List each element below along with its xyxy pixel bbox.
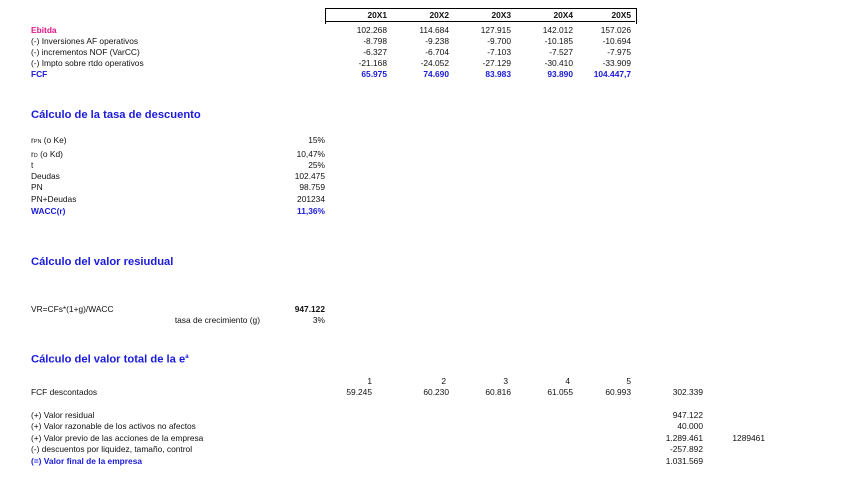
- row-label-ebitda[interactable]: Ebitda: [31, 25, 57, 35]
- cell[interactable]: -7.975: [607, 47, 631, 57]
- descontados-label[interactable]: FCF descontados: [31, 387, 98, 397]
- period-header[interactable]: 4: [565, 376, 570, 386]
- cell[interactable]: 59.245: [346, 387, 372, 397]
- cell[interactable]: -6.327: [363, 47, 387, 57]
- cell[interactable]: 60.816: [485, 387, 511, 397]
- cell[interactable]: -7.527: [549, 47, 573, 57]
- total-line-extra[interactable]: 1289461: [732, 433, 765, 443]
- total-line-label-final[interactable]: (=) Valor final de la empresa: [31, 456, 143, 466]
- tasa-label-pn[interactable]: PN: [31, 182, 43, 192]
- total-line-label[interactable]: (-) descuentos por liquidez, tamaño, control: [31, 444, 193, 454]
- tasa-label-rpn[interactable]: rPN (o Ke): [31, 135, 67, 145]
- row-label-impto[interactable]: (-) Impto sobre rtdo operativos: [31, 58, 144, 68]
- residual-formula-label[interactable]: VR=CFs*(1+g)/WACC: [31, 304, 114, 314]
- cell[interactable]: 127.915: [480, 25, 511, 35]
- tasa-value-wacc[interactable]: 11,36%: [297, 206, 325, 216]
- growth-value[interactable]: 3%: [312, 315, 325, 325]
- cell[interactable]: -8.798: [363, 36, 387, 46]
- total-line-label[interactable]: (+) Valor residual: [31, 410, 95, 420]
- tasa-label-wacc[interactable]: WACC(r): [31, 206, 66, 216]
- cell[interactable]: 93.890: [547, 69, 573, 79]
- cell[interactable]: 74.690: [423, 69, 449, 79]
- tasa-value[interactable]: 15%: [308, 135, 325, 145]
- tasa-value[interactable]: 98.759: [299, 182, 325, 192]
- cell[interactable]: -9.238: [425, 36, 449, 46]
- row-label-nof[interactable]: (-) incrementos NOF (VarCC): [31, 47, 140, 57]
- cell[interactable]: -33.909: [602, 58, 631, 68]
- total-line-value[interactable]: 1.289.461: [665, 433, 703, 443]
- total-line-label[interactable]: (+) Valor razonable de los activos no afectos: [31, 421, 196, 431]
- tasa-value[interactable]: 201234: [297, 194, 325, 204]
- cell[interactable]: -24.052: [420, 58, 449, 68]
- period-header[interactable]: 2: [441, 376, 446, 386]
- total-line-label[interactable]: (+) Valor previo de las acciones de la empresa: [31, 433, 204, 443]
- cell[interactable]: 61.055: [547, 387, 573, 397]
- cell[interactable]: 142.012: [542, 25, 573, 35]
- section-title-total[interactable]: Cálculo del valor total de la $e^a$: [31, 353, 189, 366]
- section-title-residual[interactable]: Cálculo del valor resiudual: [31, 256, 174, 268]
- growth-label[interactable]: tasa de crecimiento (g): [174, 315, 260, 325]
- residual-formula-value[interactable]: 947.122: [294, 304, 325, 314]
- cell[interactable]: 104.447,7: [593, 69, 631, 79]
- tasa-value[interactable]: 102.475: [294, 171, 325, 181]
- cell[interactable]: 60.230: [423, 387, 449, 397]
- tasa-label-rd[interactable]: rD (o Kd): [31, 149, 63, 159]
- fcf-header-20x4[interactable]: 20X4: [553, 10, 573, 20]
- section-title-tasa[interactable]: Cálculo de la tasa de descuento: [31, 109, 201, 121]
- cell[interactable]: 114.684: [419, 25, 449, 35]
- cell[interactable]: -7.103: [487, 47, 511, 57]
- cell[interactable]: 83.983: [485, 69, 511, 79]
- cell[interactable]: -9.700: [487, 36, 511, 46]
- tasa-value[interactable]: 10,47%: [296, 149, 325, 159]
- cell[interactable]: -10.694: [602, 36, 631, 46]
- tasa-label-pn-deudas[interactable]: PN+Deudas: [31, 194, 77, 204]
- cell[interactable]: -27.129: [482, 58, 511, 68]
- fcf-header-underline: [325, 21, 635, 22]
- tasa-value[interactable]: 25%: [308, 160, 325, 170]
- total-line-value-final[interactable]: 1.031.569: [665, 456, 703, 466]
- row-label-inversiones[interactable]: (-) Inversiones AF operativos: [31, 36, 139, 46]
- cell[interactable]: 65.975: [361, 69, 387, 79]
- descontados-sum[interactable]: 302.339: [672, 387, 703, 397]
- period-header[interactable]: 1: [367, 376, 372, 386]
- fcf-header-20x5[interactable]: 20X5: [611, 10, 631, 20]
- cell[interactable]: -30.410: [544, 58, 573, 68]
- total-line-value[interactable]: 947.122: [672, 410, 703, 420]
- total-line-value[interactable]: -257.892: [669, 444, 703, 454]
- total-line-value[interactable]: 40.000: [677, 421, 703, 431]
- fcf-header-20x1[interactable]: 20X1: [367, 10, 387, 20]
- fcf-header-20x2[interactable]: 20X2: [429, 10, 449, 20]
- period-header[interactable]: 3: [503, 376, 508, 386]
- tasa-label-deudas[interactable]: Deudas: [31, 171, 60, 181]
- fcf-header-20x3[interactable]: 20X3: [491, 10, 511, 20]
- cell[interactable]: -21.168: [358, 58, 387, 68]
- cell[interactable]: 60.993: [605, 387, 631, 397]
- cell[interactable]: -6.704: [425, 47, 449, 57]
- cell[interactable]: -10.185: [544, 36, 573, 46]
- cell[interactable]: 157.026: [600, 25, 631, 35]
- row-label-fcf[interactable]: FCF: [31, 69, 48, 79]
- tasa-label-t[interactable]: t: [31, 160, 34, 170]
- period-header[interactable]: 5: [626, 376, 631, 386]
- cell[interactable]: 102.268: [356, 25, 387, 35]
